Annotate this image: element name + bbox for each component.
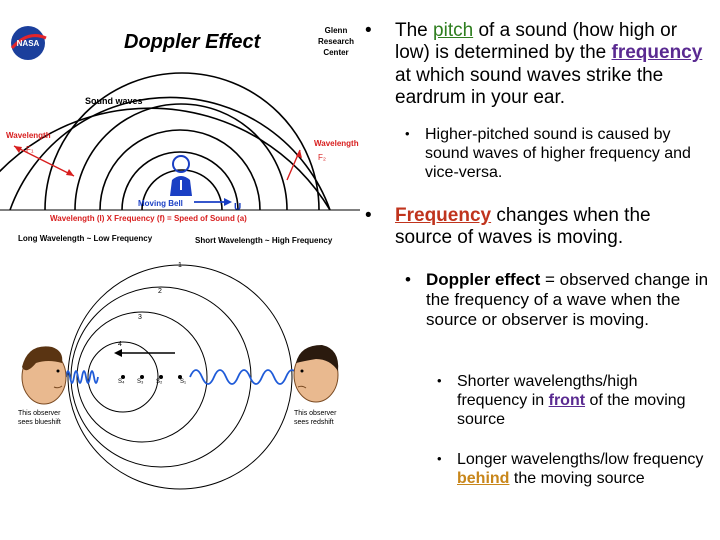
bullet-shorter-pre: Shorter wavelengths/high frequency in: [457, 373, 638, 409]
wavelength-left-label: Wavelength: [6, 131, 51, 140]
bullet-frequency-changes-post: changes when the source of waves is moving.: [395, 205, 651, 249]
nasa-logo: [11, 26, 46, 60]
right-caption-line-2: sees redshift: [294, 419, 334, 426]
source-label-4: S₁: [180, 379, 187, 385]
left-caption-line-2: sees blueshift: [18, 419, 61, 426]
bullet-dot-icon: •: [405, 126, 410, 141]
f2-label: F₂: [318, 153, 326, 162]
bullet-frequency-changes-text: [365, 205, 710, 250]
nasa-logo-text: NASA: [16, 39, 40, 48]
bullet-shorter-wavelengths-text: [437, 373, 707, 430]
diagram-title: Doppler Effect: [124, 31, 261, 53]
bullet-longer-pre: Longer wavelengths/low frequency: [457, 451, 704, 468]
right-caption-line-1: This observer: [294, 410, 337, 417]
left-caption-line-1: This observer: [18, 410, 61, 417]
sound-waves-label: Sound waves: [85, 96, 143, 106]
center-line-3: Center: [323, 48, 349, 57]
right-observer-face-icon: [294, 345, 338, 402]
source-positions: [121, 375, 182, 379]
u-label: U: [234, 202, 242, 213]
bullet-longer-wavelengths: [437, 451, 707, 489]
bullet-pitch-mid: of a sound (how high or low) is determined by the: [395, 20, 678, 64]
bullet-pitch-text: [365, 20, 710, 110]
bullet-pitch: [365, 20, 710, 110]
bullet-frequency-changes: [365, 205, 710, 250]
stretched-wave: [190, 370, 298, 384]
keyword-front: front: [548, 391, 586, 409]
bell-icon: [170, 156, 192, 196]
ring-label-1: 1: [178, 262, 182, 269]
keyword-behind: behind: [457, 469, 510, 487]
moving-bell-label: Moving Bell: [138, 199, 183, 208]
bullet-pitch-pre: The: [395, 20, 434, 41]
bullet-dot-icon: •: [365, 20, 372, 41]
motion-arrowhead-icon: [224, 198, 232, 206]
short-wavelength-text: Short Wavelength ~ High Frequency: [195, 236, 333, 245]
long-wavelength-text: Long Wavelength ~ Low Frequency: [18, 234, 153, 243]
bullet-higher-pitch: [405, 126, 710, 183]
bullet-shorter-post: of the moving source: [457, 391, 686, 428]
source-label-2: S₃: [137, 379, 144, 385]
bullet-dot-icon: •: [437, 451, 442, 466]
ring-label-3: 3: [138, 314, 142, 321]
ring-label-4: 4: [118, 341, 122, 348]
bullet-dot-icon: •: [437, 373, 442, 388]
bullet-higher-pitch-text: Higher-pitched sound is caused by sound waves of higher frequency and vice-versa.: [425, 126, 691, 181]
keyword-frequency-changes: Frequency: [395, 205, 492, 226]
bullet-dot-icon: •: [405, 270, 411, 289]
doppler-diagram-bottom: [0, 255, 360, 540]
doppler-diagram-top: [0, 0, 360, 250]
bullet-pitch-post: at which sound waves strike the eardrum in your ear.: [395, 64, 664, 109]
source-label-1: S₄: [118, 379, 125, 385]
bullet-shorter-wavelengths: [437, 373, 707, 430]
bullet-doppler-effect: [405, 270, 710, 330]
bullet-doppler-effect-text: [405, 270, 710, 330]
keyword-doppler-effect: Doppler effect: [426, 270, 541, 289]
center-line-1: Glenn: [324, 26, 348, 35]
wavefronts: [0, 73, 330, 210]
wavefront-1: [0, 108, 330, 210]
bullet-dot-icon: •: [365, 205, 372, 226]
formula-text: Wavelength (l) X Frequency (f) = Speed of Sound (a): [50, 214, 247, 223]
left-observer-face-icon: [22, 346, 66, 404]
source-motion-arrowhead-icon: [114, 349, 122, 357]
bullet-longer-wavelengths-text: [437, 451, 707, 489]
wavelength-left-arrow: [14, 146, 74, 176]
source-label-3: S₂: [156, 379, 163, 385]
f1-label: F₁: [26, 145, 34, 154]
bullet-doppler-effect-post: = observed change in the frequency of a wave when the source or observer is moving.: [426, 270, 709, 330]
keyword-frequency: frequency: [611, 42, 703, 64]
wavelength-right-label: Wavelength: [314, 139, 359, 148]
wavefront-2: [10, 97, 330, 210]
center-line-2: Research: [317, 37, 355, 46]
bullet-list: [360, 0, 720, 540]
bullet-longer-post: the moving source: [509, 469, 645, 487]
ring-label-2: 2: [158, 288, 162, 295]
keyword-pitch: pitch: [433, 20, 474, 41]
